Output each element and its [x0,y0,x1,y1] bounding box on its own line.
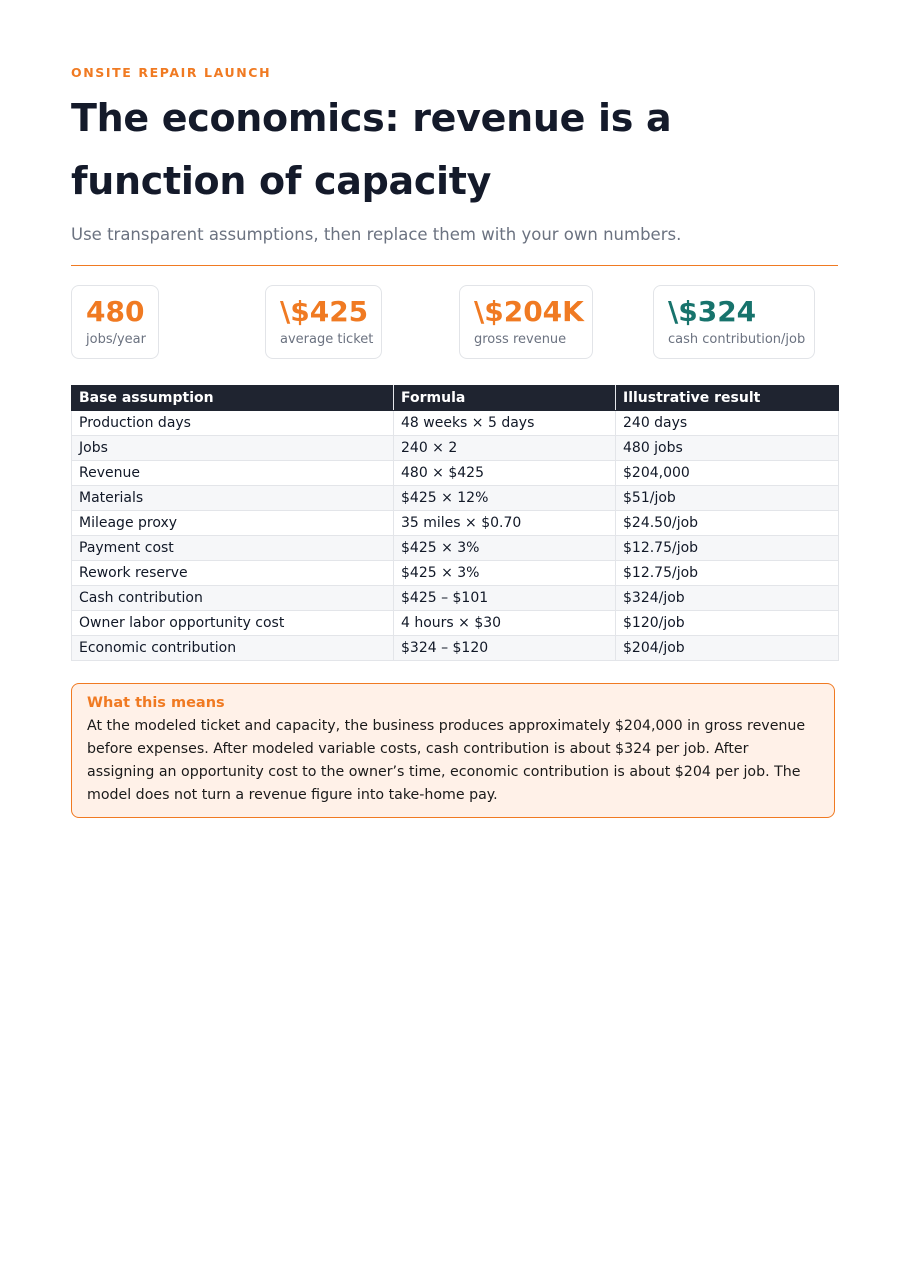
table-cell: Economic contribution [72,636,394,661]
stats-row [71,285,839,361]
table-row [72,411,839,436]
column-header: Illustrative result [616,386,839,411]
table-cell: $425 × 3% [394,561,616,586]
stat-value: \$324 [668,295,757,328]
page-title: The economics: revenue is a function of capacity [71,96,672,203]
stat-card-cash-contribution [653,285,815,359]
table-cell: 480 jobs [616,436,839,461]
page [71,64,839,803]
callout-body: At the modeled ticket and capacity, the business produces approximately $204,000 in gross revenue before expenses. After modeled variable costs, cash contribution is about $324 per job. After assigning an opportunity cost to the owner’s time, economic contribution is about $204 per job. The model does not turn a revenue figure into take-home pay. [87,718,806,803]
economics-table [71,385,839,661]
table-cell: 480 × $425 [394,461,616,486]
table-cell: 48 weeks × 5 days [394,411,616,436]
eyebrow-label: ONSITE REPAIR LAUNCH [71,65,272,80]
table-cell: Mileage proxy [72,511,394,536]
column-header: Formula [394,386,616,411]
table-cell: $324/job [616,586,839,611]
stat-label: gross revenue [474,332,567,347]
table-cell: $425 × 3% [394,536,616,561]
table-cell: 4 hours × $30 [394,611,616,636]
table-row [72,561,839,586]
stat-card-ticket [265,285,382,359]
stat-value: \$425 [280,295,369,328]
table-row [72,586,839,611]
stat-label: average ticket [280,332,374,347]
stat-value: \$204K [474,295,584,328]
table-cell: $425 – $101 [394,586,616,611]
table-cell: $204,000 [616,461,839,486]
column-header: Base assumption [72,386,394,411]
stat-card-revenue [459,285,593,359]
table-cell: 240 × 2 [394,436,616,461]
callout-title: What this means [87,695,225,711]
stat-label: cash contribution/job [668,332,806,347]
table-cell: Cash contribution [72,586,394,611]
table-row [72,611,839,636]
table-cell: Revenue [72,461,394,486]
table-row [72,486,839,511]
table-cell: $425 × 12% [394,486,616,511]
table-cell: 35 miles × $0.70 [394,511,616,536]
table-row [72,461,839,486]
table-cell: $12.75/job [616,561,839,586]
stat-card-jobs [71,285,159,359]
table-cell: Payment cost [72,536,394,561]
table-cell: $24.50/job [616,511,839,536]
stat-label: jobs/year [86,332,146,347]
table-header-row [72,386,839,411]
table-cell: 240 days [616,411,839,436]
table-row [72,436,839,461]
page-subtitle: Use transparent assumptions, then replace them with your own numbers. [71,225,682,244]
divider [71,265,838,266]
table-cell: $324 – $120 [394,636,616,661]
table-row [72,511,839,536]
table-row [72,636,839,661]
table-cell: $120/job [616,611,839,636]
table-cell: $51/job [616,486,839,511]
table-cell: Rework reserve [72,561,394,586]
stat-value: 480 [86,295,145,328]
table-cell: Production days [72,411,394,436]
table-cell: Owner labor opportunity cost [72,611,394,636]
table-cell: $12.75/job [616,536,839,561]
what-this-means-callout [71,683,835,818]
table-cell: $204/job [616,636,839,661]
table-cell: Materials [72,486,394,511]
table-cell: Jobs [72,436,394,461]
table-row [72,536,839,561]
